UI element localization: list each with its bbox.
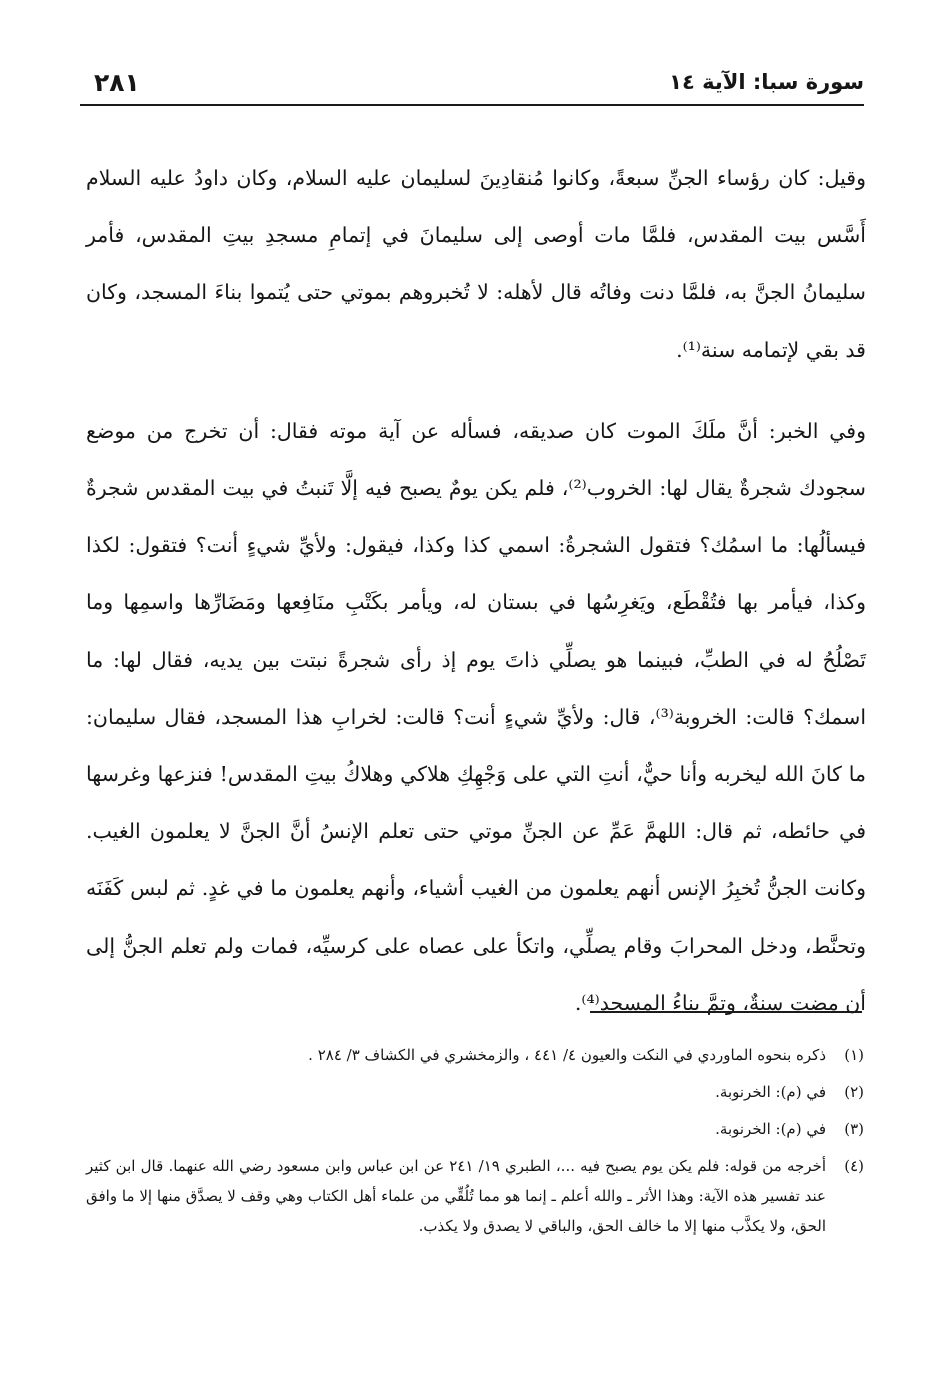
footnotes bbox=[86, 1040, 864, 1248]
footnote bbox=[86, 1077, 864, 1107]
footnote-number: (٣) bbox=[844, 1120, 864, 1138]
footnote-text: أخرجه من قوله: فلم يكن يوم يصبح فيه ...، الطبري ١٩/ ٢٤١ عن ابن عباس وابن مسعود رضي الله عنهما. قال ابن كثير عند تفسير هذه الآية: وهذا الأثر ـ والله أعلم ـ إنما هو مما تُلُقِّي من علماء أهل الكتاب وهي وقف لا يصدَّق منها إلا ما وافق الحق، ولا يكذَّب منها إلا ما خالف الحق، والباقي لا يصدق ولا يكذب. bbox=[86, 1157, 826, 1235]
footnote-number: (٢) bbox=[844, 1083, 864, 1101]
footnote-separator bbox=[590, 1011, 862, 1013]
page-header bbox=[80, 66, 864, 106]
footnote bbox=[86, 1151, 864, 1241]
footnote bbox=[86, 1040, 864, 1070]
footnote-number: (١) bbox=[844, 1046, 864, 1064]
footnote bbox=[86, 1114, 864, 1144]
page-number: ٢٨١ bbox=[94, 68, 140, 97]
footnote-text: في (م): الخرنوبة. bbox=[715, 1120, 826, 1138]
footnote-text: ذكره بنحوه الماوردي في النكت والعيون ٤/ ٤٤١ ، والزمخشري في الكشاف ٣/ ٢٨٤ . bbox=[308, 1046, 826, 1064]
footnote-text: في (م): الخرنوبة. bbox=[715, 1083, 826, 1101]
footnote-number: (٤) bbox=[844, 1157, 864, 1175]
header-rule bbox=[80, 104, 864, 106]
paragraph: وقيل: كان رؤساء الجنِّ سبعةً، وكانوا مُنقادِينَ لسليمان عليه السلام، وكان داودُ عليه السلام أَسَّس بيت المقدس، فلمَّا مات أوصى إلى سليمانَ في إتمامِ مسجدِ بيتِ المقدس، فأمر سليمانُ الجنَّ به، فلمَّا دنت وفاتُه قال لأهله: لا تُخبروهم بموتي حتى يُتموا بناءَ المسجد، وكان قد بقي لإتمامه سنة⁽¹⁾. bbox=[86, 166, 866, 362]
running-title: سورة سبا: الآية ١٤ bbox=[669, 70, 864, 94]
paragraph: وفي الخبر: أنَّ ملَكَ الموت كان صديقه، فسأله عن آية موته فقال: أن تخرج من موضع سجودك شجرةٌ يقال لها: الخروب⁽²⁾، فلم يكن يومٌ يصبح فيه إلَّا تَنبتُ في بيت المقدس شجرةٌ فيسألُها: ما اسمُك؟ فتقول الشجرةُ: اسمي كذا وكذا، فيقول: ولأيِّ شيءٍ أنت؟ فتقول: لكذا وكذا، فيأمر بها فتُقْطَع، ويَغرِسُها في بستان له، ويأمر بكَتْبِ منَافِعها ومَضَارِّها واسمِها وما تَصْلُحُ له في الطبِّ، فبينما هو يصلِّي ذاتَ يوم إذ رأى شجرةً نبتت بين يديه، فقال لها: ما اسمك؟ قالت: الخروبة⁽³⁾، قال: ولأيِّ شيءٍ أنت؟ قالت: لخرابِ هذا المسجد، فقال سليمان: ما كانَ الله ليخربه وأنا حيٌّ، أنتِ التي على وَجْهِكِ هلاكي وهلاكُ بيتِ المقدس! فنزعها وغرسها في حائطه، ثم قال: اللهمَّ عَمِّ عن الجنِّ موتي حتى تعلم الإنسُ أنَّ الجنَّ لا يعلمون الغيب. وكانت الجنُّ تُخبِرُ الإنس أنهم يعلمون من الغيب أشياء، وأنهم يعلمون ما في غدٍ. ثم لبس كَفَنَه وتحنَّط، ودخل المحرابَ وقام يصلِّي، واتكأ على عصاه على كرسيِّه، فمات ولم تعلم الجنُّ إلى أن مضت سنةٌ، وتمَّ بناءُ المسجد⁽⁴⁾. bbox=[86, 418, 867, 1015]
main-text bbox=[86, 150, 866, 1032]
